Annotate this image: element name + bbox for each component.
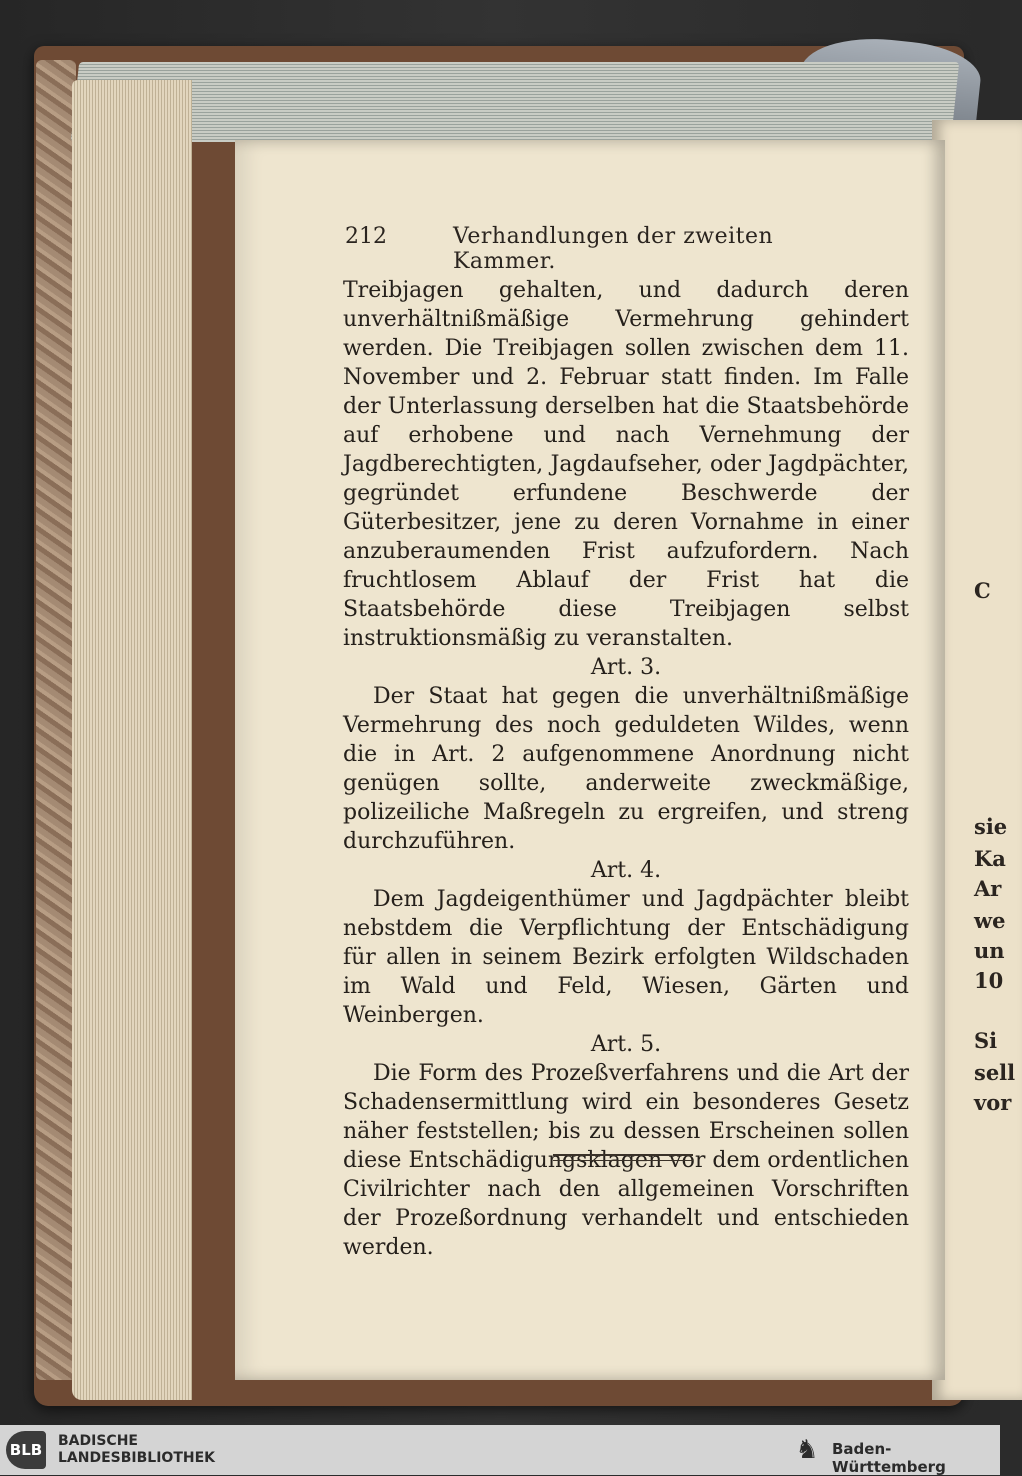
- facing-fragment: we: [974, 908, 1006, 933]
- running-head: Verhandlungen der zweiten Kammer.: [453, 224, 774, 274]
- facing-fragment: Si: [974, 1028, 998, 1053]
- facing-fragment: vor: [974, 1090, 1012, 1115]
- facing-fragment: sell: [974, 1060, 1016, 1085]
- footer-bar: [0, 1425, 1000, 1475]
- book-page: [235, 140, 945, 1380]
- page-edges-left: [72, 80, 192, 1400]
- paragraph: Die Form des Prozeßverfahrens und die Art der Schadensermittlung wird ein besonderes Gesetz näher feststellen; bis zu dessen Erscheinen sollen diese Entschädigungsklagen vor dem ordentlichen Civilrichter nach den allgemeinen Vorschriften der Prozeßordnung verhandelt und entschieden werden.: [343, 1061, 909, 1260]
- blb-logo[interactable]: BLB: [6, 1431, 46, 1469]
- paragraph: Der Staat hat gegen die unverhältnißmäßige Vermehrung des noch geduldeten Wildes, wenn die in Art. 2 aufgenommene Anordnung nicht genügen sollte, anderweite zweckmäßige, polizeiliche Maßregeln zu ergreifen, und streng durchzuführen.: [343, 684, 909, 854]
- library-name-line2: LANDESBIBLIOTHEK: [58, 1450, 216, 1466]
- facing-fragment: un: [974, 938, 1005, 963]
- library-name-line1: BADISCHE: [58, 1433, 138, 1449]
- facing-fragment: sie: [974, 814, 1008, 839]
- facing-fragment: Ka: [974, 846, 1006, 871]
- paragraph: Dem Jagdeigenthümer und Jagdpächter bleibt nebstdem die Verpflichtung der Entschädigung für allen in seinem Bezirk erfolgten Wildschaden im Wald und Feld, Wiesen, Gärten und Weinbergen.: [343, 887, 909, 1028]
- paragraph: Treibjagen gehalten, und dadurch deren unverhältnißmäßige Vermehrung gehindert werden. Die Treibjagen sollen zwischen dem 11. November und 2. Februar statt finden. Im Falle der Unterlassung derselben hat die Staatsbehörde auf erhobene und nach Vernehmung der Jagdberechtigten, Jagdaufseher, oder Jagdpächter, gegründet erfundene Beschwerde der Güterbesitzer, jene zu deren Vornahme in einer anzuberaumenden Frist aufzufordern. Nach fruchtlosem Ablauf der Frist hat die Staatsbehörde diese Treibjagen selbst instruktionsmäßig zu veranstalten.: [343, 278, 909, 651]
- state-emblem-icon: ♞: [795, 1435, 819, 1465]
- article-heading: Art. 3.: [590, 655, 662, 680]
- end-rule: [553, 1154, 693, 1161]
- facing-fragment: C: [974, 578, 991, 603]
- library-name: [58, 1433, 215, 1467]
- marbled-spine: [36, 60, 76, 1380]
- body-text: [343, 276, 909, 1262]
- facing-fragment: Ar: [974, 876, 1002, 901]
- facing-page: [932, 120, 1022, 1400]
- facing-fragment: 10: [974, 968, 1004, 993]
- state-name[interactable]: Baden-Württemberg: [832, 1440, 946, 1476]
- article-heading: Art. 4.: [590, 858, 662, 883]
- article-heading: Art. 5.: [590, 1032, 662, 1057]
- page-number: 212: [345, 224, 387, 249]
- page-edges-top: [71, 62, 959, 142]
